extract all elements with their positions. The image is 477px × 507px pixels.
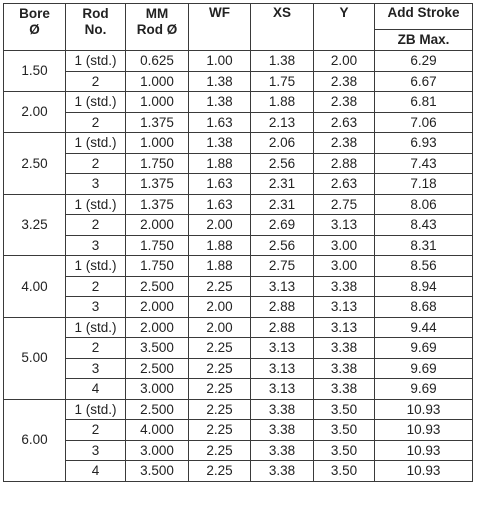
rod-cell: 2: [66, 153, 126, 174]
header-y: [314, 4, 375, 51]
y-cell: 2.00: [314, 51, 375, 72]
bore-cell: 2.00: [4, 92, 66, 133]
zb-cell: 8.68: [375, 297, 473, 318]
table-row: [4, 235, 473, 256]
mm-cell: 2.500: [126, 276, 189, 297]
mm-cell: 3.000: [126, 440, 189, 461]
zb-cell: 8.06: [375, 194, 473, 215]
table-body: [4, 51, 473, 482]
zb-cell: 9.69: [375, 338, 473, 359]
bore-cell: 6.00: [4, 399, 66, 481]
wf-cell: 1.63: [189, 194, 251, 215]
header-y-label: Y: [339, 5, 349, 20]
y-cell: 3.50: [314, 399, 375, 420]
table-row: [4, 317, 473, 338]
xs-cell: 3.38: [251, 440, 314, 461]
rod-cell: 1 (std.): [66, 92, 126, 113]
y-cell: 3.00: [314, 235, 375, 256]
xs-cell: 3.38: [251, 461, 314, 482]
y-cell: 3.50: [314, 440, 375, 461]
wf-cell: 1.88: [189, 256, 251, 277]
zb-cell: 8.56: [375, 256, 473, 277]
rod-cell: 1 (std.): [66, 194, 126, 215]
header-wf-label: WF: [209, 5, 230, 20]
table-row: [4, 358, 473, 379]
rod-cell: 3: [66, 440, 126, 461]
xs-cell: 3.13: [251, 379, 314, 400]
bore-cell: 2.50: [4, 133, 66, 195]
y-cell: 2.38: [314, 92, 375, 113]
cylinder-dimension-table: [3, 3, 473, 482]
wf-cell: 1.88: [189, 153, 251, 174]
rod-cell: 3: [66, 297, 126, 318]
y-cell: 3.38: [314, 379, 375, 400]
zb-cell: 10.93: [375, 440, 473, 461]
y-cell: 3.00: [314, 256, 375, 277]
xs-cell: 3.38: [251, 399, 314, 420]
table-row: [4, 461, 473, 482]
xs-cell: 3.13: [251, 276, 314, 297]
rod-cell: 1 (std.): [66, 399, 126, 420]
y-cell: 2.38: [314, 133, 375, 154]
table-row: [4, 71, 473, 92]
wf-cell: 1.88: [189, 235, 251, 256]
header-mm-rod-label: Rod Ø: [136, 22, 178, 37]
mm-cell: 2.000: [126, 317, 189, 338]
y-cell: 3.50: [314, 420, 375, 441]
table-row: [4, 420, 473, 441]
rod-cell: 2: [66, 420, 126, 441]
mm-cell: 4.000: [126, 420, 189, 441]
header-wf: [189, 4, 251, 51]
wf-cell: 2.00: [189, 297, 251, 318]
wf-cell: 2.25: [189, 379, 251, 400]
wf-cell: 2.25: [189, 358, 251, 379]
zb-cell: 6.67: [375, 71, 473, 92]
wf-cell: 2.25: [189, 276, 251, 297]
bore-cell: 3.25: [4, 194, 66, 256]
xs-cell: 2.56: [251, 235, 314, 256]
mm-cell: 1.750: [126, 256, 189, 277]
header-add-stroke: [375, 4, 473, 30]
rod-cell: 4: [66, 461, 126, 482]
rod-cell: 1 (std.): [66, 317, 126, 338]
header-zb-max: [375, 30, 473, 51]
y-cell: 2.63: [314, 174, 375, 195]
xs-cell: 2.06: [251, 133, 314, 154]
y-cell: 3.50: [314, 461, 375, 482]
wf-cell: 1.63: [189, 174, 251, 195]
header-bore-label: Bore: [19, 6, 50, 21]
y-cell: 3.38: [314, 276, 375, 297]
zb-cell: 9.69: [375, 379, 473, 400]
mm-cell: 3.500: [126, 338, 189, 359]
rod-cell: 2: [66, 112, 126, 133]
xs-cell: 2.56: [251, 153, 314, 174]
zb-cell: 8.94: [375, 276, 473, 297]
xs-cell: 3.13: [251, 338, 314, 359]
mm-cell: 2.500: [126, 358, 189, 379]
table-row: [4, 194, 473, 215]
zb-cell: 10.93: [375, 420, 473, 441]
y-cell: 2.38: [314, 71, 375, 92]
table-row: [4, 399, 473, 420]
table-row: [4, 276, 473, 297]
table-row: [4, 51, 473, 72]
table-row: [4, 440, 473, 461]
zb-cell: 9.69: [375, 358, 473, 379]
mm-cell: 1.000: [126, 71, 189, 92]
mm-cell: 2.500: [126, 399, 189, 420]
wf-cell: 1.63: [189, 112, 251, 133]
zb-cell: 7.06: [375, 112, 473, 133]
rod-cell: 1 (std.): [66, 133, 126, 154]
header-mm-rod: [126, 4, 189, 51]
table-row: [4, 112, 473, 133]
mm-cell: 1.000: [126, 133, 189, 154]
header-bore: [4, 4, 66, 51]
y-cell: 2.75: [314, 194, 375, 215]
rod-cell: 2: [66, 338, 126, 359]
bore-cell: 4.00: [4, 256, 66, 318]
bore-cell: 5.00: [4, 317, 66, 399]
y-cell: 3.38: [314, 338, 375, 359]
rod-cell: 2: [66, 215, 126, 236]
mm-cell: 1.375: [126, 194, 189, 215]
xs-cell: 1.75: [251, 71, 314, 92]
table-row: [4, 215, 473, 236]
mm-cell: 1.375: [126, 112, 189, 133]
xs-cell: 2.69: [251, 215, 314, 236]
mm-cell: 1.750: [126, 153, 189, 174]
wf-cell: 2.25: [189, 440, 251, 461]
xs-cell: 3.38: [251, 420, 314, 441]
xs-cell: 2.75: [251, 256, 314, 277]
mm-cell: 1.750: [126, 235, 189, 256]
zb-cell: 10.93: [375, 461, 473, 482]
rod-cell: 3: [66, 174, 126, 195]
zb-cell: 7.43: [375, 153, 473, 174]
header-xs-label: XS: [272, 5, 291, 20]
y-cell: 3.38: [314, 358, 375, 379]
header-bore-symbol: Ø: [29, 22, 40, 37]
xs-cell: 2.13: [251, 112, 314, 133]
rod-cell: 1 (std.): [66, 51, 126, 72]
wf-cell: 1.38: [189, 92, 251, 113]
wf-cell: 2.25: [189, 461, 251, 482]
wf-cell: 2.00: [189, 215, 251, 236]
zb-cell: 8.31: [375, 235, 473, 256]
header-row: [4, 4, 473, 30]
zb-cell: 8.43: [375, 215, 473, 236]
mm-cell: 0.625: [126, 51, 189, 72]
header-rod-no-label: No.: [84, 22, 107, 37]
table-row: [4, 256, 473, 277]
wf-cell: 2.25: [189, 420, 251, 441]
xs-cell: 2.88: [251, 317, 314, 338]
wf-cell: 2.00: [189, 317, 251, 338]
mm-cell: 1.000: [126, 92, 189, 113]
mm-cell: 3.000: [126, 379, 189, 400]
rod-cell: 2: [66, 71, 126, 92]
zb-cell: 6.29: [375, 51, 473, 72]
header-rod-label: Rod: [82, 6, 109, 21]
rod-cell: 3: [66, 235, 126, 256]
wf-cell: 1.00: [189, 51, 251, 72]
y-cell: 3.13: [314, 297, 375, 318]
wf-cell: 2.25: [189, 338, 251, 359]
wf-cell: 1.38: [189, 133, 251, 154]
rod-cell: 4: [66, 379, 126, 400]
header-rod-no: [66, 4, 126, 51]
mm-cell: 2.000: [126, 297, 189, 318]
wf-cell: 1.38: [189, 71, 251, 92]
xs-cell: 2.31: [251, 194, 314, 215]
header-mm-label: MM: [145, 6, 169, 21]
table-row: [4, 174, 473, 195]
bore-cell: 1.50: [4, 51, 66, 92]
zb-cell: 7.18: [375, 174, 473, 195]
table-row: [4, 92, 473, 113]
mm-cell: 3.500: [126, 461, 189, 482]
xs-cell: 1.38: [251, 51, 314, 72]
xs-cell: 1.88: [251, 92, 314, 113]
mm-cell: 2.000: [126, 215, 189, 236]
header-zb-max-label: ZB Max.: [397, 32, 450, 48]
table-row: [4, 379, 473, 400]
wf-cell: 2.25: [189, 399, 251, 420]
zb-cell: 6.93: [375, 133, 473, 154]
header-xs: [251, 4, 314, 51]
zb-cell: 6.81: [375, 92, 473, 113]
y-cell: 2.88: [314, 153, 375, 174]
zb-cell: 10.93: [375, 399, 473, 420]
table-row: [4, 133, 473, 154]
xs-cell: 2.88: [251, 297, 314, 318]
table-row: [4, 153, 473, 174]
rod-cell: 1 (std.): [66, 256, 126, 277]
mm-cell: 1.375: [126, 174, 189, 195]
rod-cell: 3: [66, 358, 126, 379]
xs-cell: 2.31: [251, 174, 314, 195]
y-cell: 3.13: [314, 317, 375, 338]
xs-cell: 3.13: [251, 358, 314, 379]
header-add-stroke-label: Add Stroke: [387, 5, 460, 20]
y-cell: 2.63: [314, 112, 375, 133]
table-row: [4, 338, 473, 359]
zb-cell: 9.44: [375, 317, 473, 338]
y-cell: 3.13: [314, 215, 375, 236]
rod-cell: 2: [66, 276, 126, 297]
table-row: [4, 297, 473, 318]
